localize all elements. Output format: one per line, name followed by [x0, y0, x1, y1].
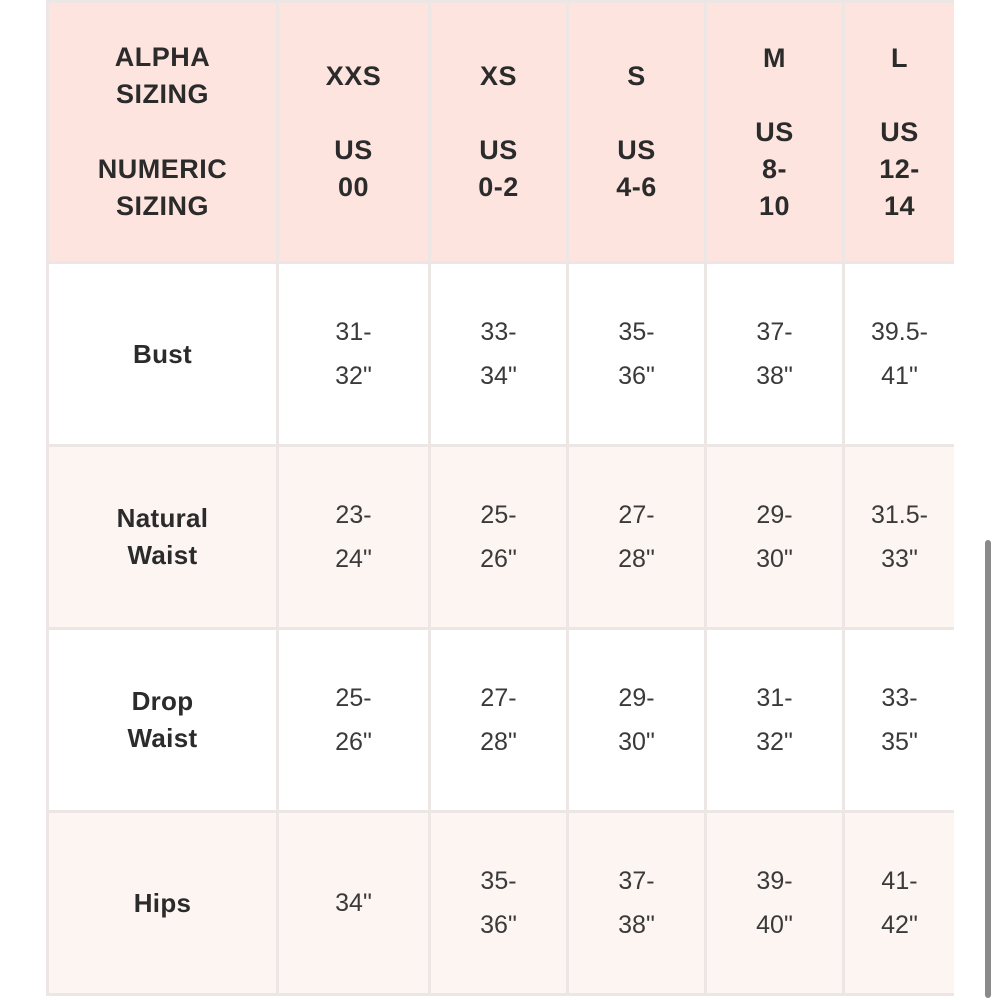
table-cell: [706, 629, 844, 812]
table-cell: [568, 812, 706, 995]
numeric-size-line: 4-6: [616, 172, 657, 202]
cell-value-line: 39-: [756, 867, 793, 895]
table-cell: [278, 446, 430, 629]
numeric-size-line: US: [334, 135, 373, 165]
alpha-sizing-label-line: ALPHA: [114, 42, 211, 72]
measurement-label-line: Drop: [131, 686, 194, 716]
table-cell: [278, 812, 430, 995]
size-column-header-l: [844, 2, 955, 263]
table-cell: [706, 812, 844, 995]
measurement-label-line: Waist: [127, 723, 198, 753]
table-cell: [844, 629, 955, 812]
measurement-label: [48, 629, 278, 812]
cell-value-line: 41": [881, 362, 918, 390]
numeric-size-line: US: [880, 116, 919, 147]
cell-value-line: 36": [618, 362, 655, 390]
cell-value-line: 33": [881, 545, 918, 573]
measurement-label-line: Hips: [133, 887, 192, 918]
sizing-header-cell: [48, 2, 278, 263]
table-row-hips: [48, 812, 955, 995]
table-cell: [278, 263, 430, 446]
cell-value-line: 28": [480, 728, 517, 756]
table-cell: [706, 446, 844, 629]
measurement-label-line: Waist: [127, 540, 198, 570]
size-chart: [46, 0, 954, 997]
cell-value-line: 39.5-: [871, 318, 928, 346]
cell-value-line: 38": [618, 911, 655, 939]
cell-value-line: 38": [756, 362, 793, 390]
alpha-size: S: [627, 61, 646, 91]
table-cell: [844, 446, 955, 629]
numeric-size-line: 14: [883, 190, 916, 221]
numeric-size-line: US: [479, 135, 518, 165]
table-row-natural-waist: [48, 446, 955, 629]
cell-value-line: 31.5-: [871, 501, 928, 529]
cell-value-line: 29-: [756, 501, 793, 529]
measurement-label-line: Bust: [133, 338, 192, 369]
cell-value-line: 23-: [335, 501, 372, 529]
cell-value-line: 29-: [618, 684, 655, 712]
table-cell: [430, 629, 568, 812]
numeric-size-line: US: [617, 135, 656, 165]
header-row: [48, 2, 955, 263]
measurement-label: [48, 263, 278, 446]
table-cell: [568, 263, 706, 446]
numeric-size-line: 12-: [879, 153, 920, 184]
table-row-drop-waist: [48, 629, 955, 812]
cell-value-line: 31-: [335, 318, 372, 346]
table-cell: [430, 446, 568, 629]
cell-value-line: 24": [335, 545, 372, 573]
cell-value-line: 30": [756, 545, 793, 573]
cell-value-line: 33-: [480, 318, 517, 346]
cell-value-line: 28": [618, 545, 655, 573]
table-cell: [430, 812, 568, 995]
size-column-header-xs: [430, 2, 568, 263]
cell-value-line: 35-: [480, 867, 517, 895]
measurement-label: [48, 446, 278, 629]
cell-value-line: 34": [335, 889, 372, 917]
numeric-size-line: 00: [337, 172, 370, 202]
table-cell: [430, 263, 568, 446]
cell-value-line: 35-: [618, 318, 655, 346]
cell-value-line: 37-: [756, 318, 793, 346]
cell-value-line: 26": [480, 545, 517, 573]
cell-value-line: 36": [480, 911, 517, 939]
table-row-bust: [48, 263, 955, 446]
alpha-size: L: [891, 42, 908, 73]
size-chart-table: [46, 0, 954, 996]
cell-value-line: 35": [881, 728, 918, 756]
numeric-sizing-label-line: SIZING: [115, 191, 209, 221]
numeric-size-line: US: [755, 116, 794, 147]
cell-value-line: 27-: [618, 501, 655, 529]
alpha-size: M: [763, 42, 786, 73]
cell-value-line: 27-: [480, 684, 517, 712]
cell-value-line: 32": [756, 728, 793, 756]
cell-value-line: 25-: [480, 501, 517, 529]
cell-value-line: 31-: [756, 684, 793, 712]
measurement-label-line: Natural: [116, 503, 209, 533]
cell-value-line: 37-: [618, 867, 655, 895]
alpha-size: XS: [479, 61, 518, 91]
cell-value-line: 25-: [335, 684, 372, 712]
cell-value-line: 34": [480, 362, 517, 390]
table-cell: [844, 812, 955, 995]
numeric-sizing-label-line: NUMERIC: [97, 154, 228, 184]
cell-value-line: 33-: [881, 684, 918, 712]
alpha-size: XXS: [325, 61, 382, 91]
table-cell: [278, 629, 430, 812]
vertical-scrollbar[interactable]: [985, 540, 991, 998]
cell-value-line: 42": [881, 911, 918, 939]
alpha-sizing-label-line: SIZING: [115, 79, 209, 109]
numeric-size-line: 8-: [761, 153, 787, 184]
cell-value-line: 30": [618, 728, 655, 756]
cell-value-line: 40": [756, 911, 793, 939]
size-column-header-s: [568, 2, 706, 263]
cell-value-line: 41-: [881, 867, 918, 895]
cell-value-line: 32": [335, 362, 372, 390]
table-cell: [568, 446, 706, 629]
numeric-size-line: 10: [758, 190, 791, 221]
numeric-size-line: 0-2: [478, 172, 519, 202]
table-cell: [568, 629, 706, 812]
table-cell: [706, 263, 844, 446]
measurement-label: [48, 812, 278, 995]
table-cell: [844, 263, 955, 446]
size-column-header-m: [706, 2, 844, 263]
size-column-header-xxs: [278, 2, 430, 263]
cell-value-line: 26": [335, 728, 372, 756]
